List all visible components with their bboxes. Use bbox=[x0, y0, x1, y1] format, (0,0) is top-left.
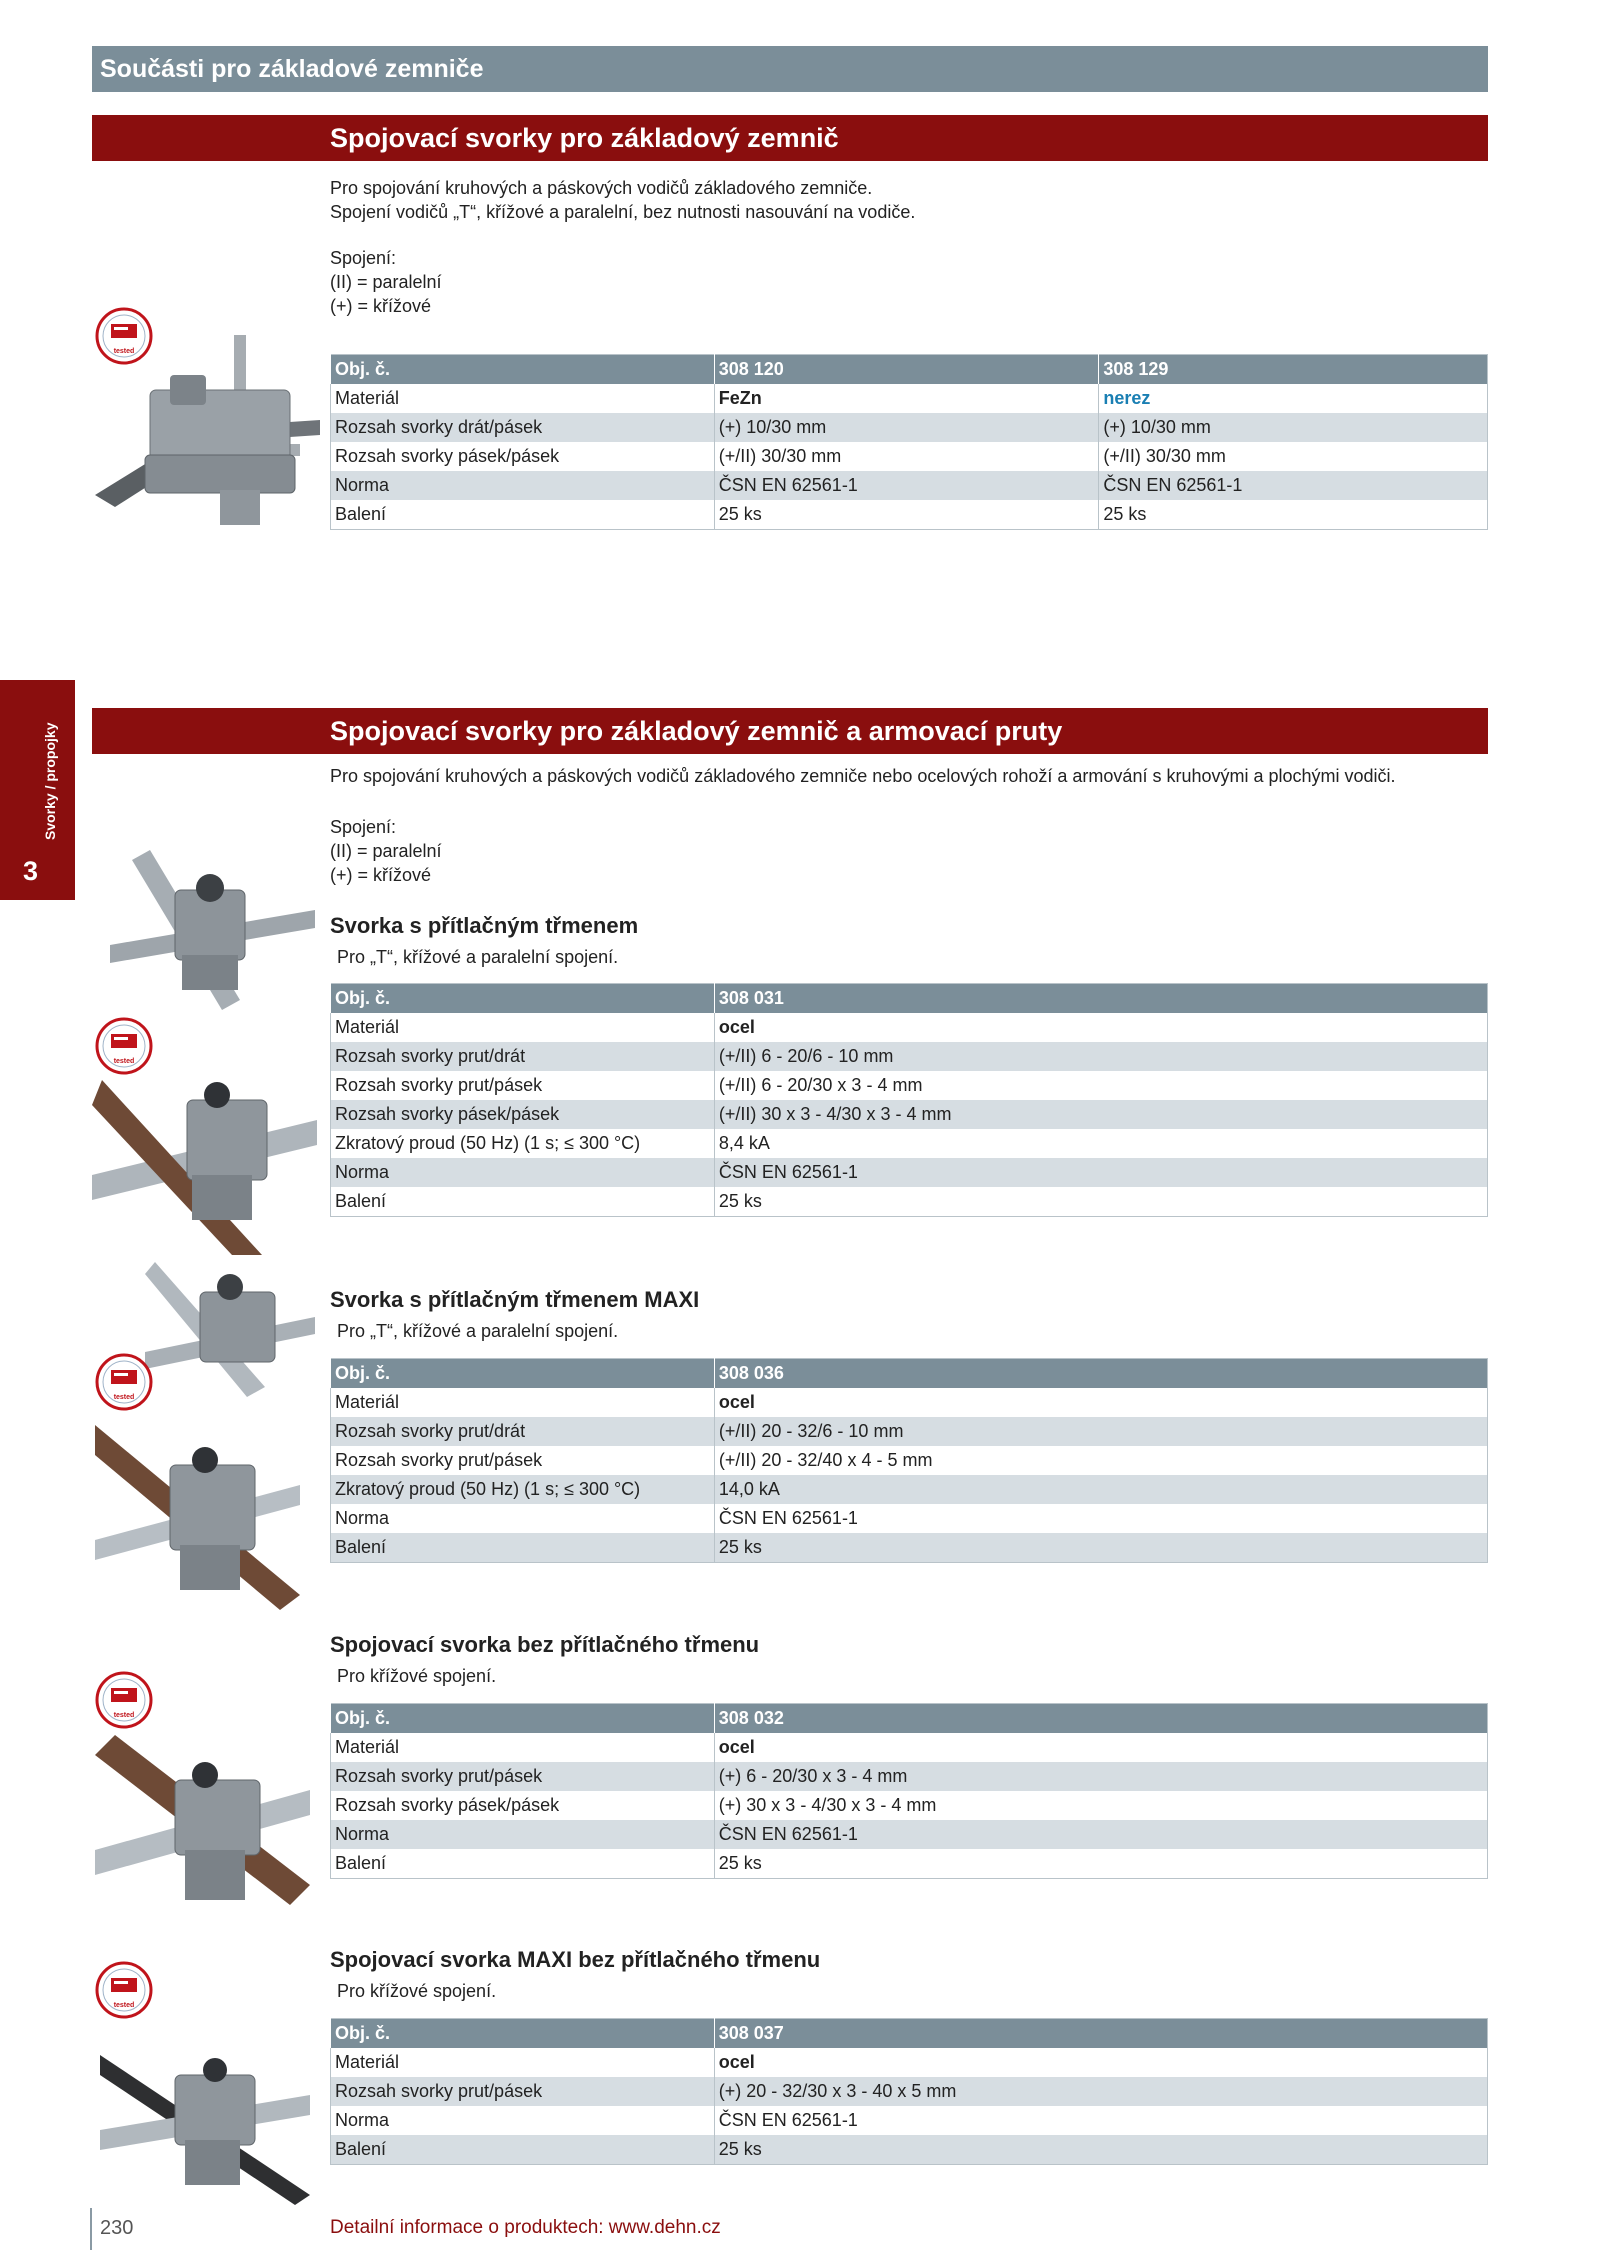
table-cell: ČSN EN 62561-1 bbox=[714, 471, 1099, 500]
table-cell: (+/II) 30/30 mm bbox=[714, 442, 1099, 471]
table-cell: ocel bbox=[714, 1013, 1487, 1042]
table-row bbox=[331, 2048, 1488, 2077]
table-cell: 25 ks bbox=[714, 2135, 1487, 2165]
table-header-cell: 308 129 bbox=[1099, 355, 1488, 385]
clamp-308120-product-image bbox=[90, 325, 320, 540]
product-note: Pro křížové spojení. bbox=[337, 1666, 497, 1686]
table-cell: ČSN EN 62561-1 bbox=[714, 1504, 1487, 1533]
table-cell: Materiál bbox=[331, 1733, 715, 1762]
table-row bbox=[331, 1504, 1488, 1533]
table-row bbox=[331, 471, 1488, 500]
table-cell: Balení bbox=[331, 1849, 715, 1879]
table-cell: (+) 20 - 32/30 x 3 - 40 x 5 mm bbox=[714, 2077, 1487, 2106]
table-cell: ČSN EN 62561-1 bbox=[714, 1820, 1487, 1849]
product-note: Pro křížové spojení. bbox=[337, 1981, 497, 2001]
table-row bbox=[331, 384, 1488, 413]
table-cell: Norma bbox=[331, 471, 715, 500]
table-row bbox=[331, 1129, 1488, 1158]
clamp-308037-product-image bbox=[100, 2035, 310, 2205]
section-description: Pro spojování kruhových a páskových vodičů základového zemniče nebo ocelových rohoží a armování s kruhovými a plochými vodiči. bbox=[330, 766, 1396, 786]
table-header-cell: Obj. č. bbox=[331, 1704, 715, 1734]
table-row bbox=[331, 1475, 1488, 1504]
table-row bbox=[331, 442, 1488, 471]
product-title: Svorka s přítlačným třmenem MAXI bbox=[330, 1287, 700, 1312]
table-row bbox=[331, 1071, 1488, 1100]
tested-badge-icon bbox=[94, 1016, 154, 1076]
product-title: Spojovací svorka bez přítlačného třmenu bbox=[330, 1632, 760, 1657]
table-cell: Rozsah svorky prut/pásek bbox=[331, 2077, 715, 2106]
product-title: Svorka s přítlačným třmenem bbox=[330, 913, 639, 938]
table-cell: (+) 10/30 mm bbox=[714, 413, 1099, 442]
table-cell: ocel bbox=[714, 1388, 1487, 1417]
table-cell: 25 ks bbox=[714, 1849, 1487, 1879]
table-cell: Rozsah svorky pásek/pásek bbox=[331, 1100, 715, 1129]
table-cell: Rozsah svorky prut/pásek bbox=[331, 1446, 715, 1475]
table-row bbox=[331, 1849, 1488, 1879]
table-cell: Rozsah svorky drát/pásek bbox=[331, 413, 715, 442]
page-number: 230 bbox=[100, 2217, 134, 2239]
table-row bbox=[331, 1533, 1488, 1563]
table-row bbox=[331, 2106, 1488, 2135]
table-cell: Norma bbox=[331, 1504, 715, 1533]
tested-badge-icon bbox=[94, 1352, 154, 1412]
product-title: Spojovací svorka MAXI bez přítlačného třmenu bbox=[330, 1947, 821, 1972]
table-cell: ČSN EN 62561-1 bbox=[714, 2106, 1487, 2135]
table-row bbox=[331, 1013, 1488, 1042]
table-cell: (+/II) 6 - 20/30 x 3 - 4 mm bbox=[714, 1071, 1487, 1100]
product-note: Pro „T“, křížové a paralelní spojení. bbox=[337, 1321, 619, 1341]
connection-legend: Spojení: (II) = paralelní (+) = křížové bbox=[330, 248, 442, 316]
table-header-cell: 308 120 bbox=[714, 355, 1099, 385]
table-row bbox=[331, 2135, 1488, 2165]
section-title-bar: Spojovací svorky pro základový zemnič a armovací pruty bbox=[92, 708, 1488, 754]
table-cell: (+) 6 - 20/30 x 3 - 4 mm bbox=[714, 1762, 1487, 1791]
table-cell: 25 ks bbox=[714, 500, 1099, 530]
table-row bbox=[331, 1187, 1488, 1217]
table-cell: Balení bbox=[331, 2135, 715, 2165]
table-cell: (+) 30 x 3 - 4/30 x 3 - 4 mm bbox=[714, 1791, 1487, 1820]
spec-table-308037 bbox=[330, 2018, 1488, 2165]
table-header-row bbox=[331, 984, 1488, 1014]
table-cell: (+/II) 6 - 20/6 - 10 mm bbox=[714, 1042, 1487, 1071]
table-cell: 8,4 kA bbox=[714, 1129, 1487, 1158]
table-cell: Rozsah svorky prut/pásek bbox=[331, 1762, 715, 1791]
spec-table-308032 bbox=[330, 1703, 1488, 1879]
table-cell: Rozsah svorky pásek/pásek bbox=[331, 442, 715, 471]
table-row bbox=[331, 1417, 1488, 1446]
svg-text:tested: tested bbox=[113, 1058, 135, 1065]
table-header-cell: Obj. č. bbox=[331, 2019, 715, 2049]
table-cell: 25 ks bbox=[1099, 500, 1488, 530]
table-cell: ČSN EN 62561-1 bbox=[1099, 471, 1488, 500]
chapter-label: Svorky / propojky bbox=[42, 722, 58, 840]
table-cell: Rozsah svorky prut/pásek bbox=[331, 1071, 715, 1100]
table-cell: Norma bbox=[331, 1820, 715, 1849]
table-header-cell: 308 032 bbox=[714, 1704, 1487, 1734]
svg-text:tested: tested bbox=[113, 2002, 135, 2009]
table-row bbox=[331, 1158, 1488, 1187]
table-row bbox=[331, 1820, 1488, 1849]
table-cell: Materiál bbox=[331, 384, 715, 413]
table-header-cell: Obj. č. bbox=[331, 1359, 715, 1389]
table-cell: (+/II) 20 - 32/40 x 4 - 5 mm bbox=[714, 1446, 1487, 1475]
table-row bbox=[331, 1762, 1488, 1791]
table-cell: Norma bbox=[331, 1158, 715, 1187]
svg-text:tested: tested bbox=[113, 348, 135, 355]
table-cell: Zkratový proud (50 Hz) (1 s; ≤ 300 °C) bbox=[331, 1129, 715, 1158]
table-cell: Balení bbox=[331, 1533, 715, 1563]
table-cell: FeZn bbox=[714, 384, 1099, 413]
table-cell: ocel bbox=[714, 1733, 1487, 1762]
table-cell: 25 ks bbox=[714, 1187, 1487, 1217]
section-description: Pro spojování kruhových a páskových vodičů základového zemniče. Spojení vodičů „T“, křížové a paralelní, bez nutnosti nasouvání na vodiče. bbox=[330, 178, 916, 222]
table-cell: ČSN EN 62561-1 bbox=[714, 1158, 1487, 1187]
table-cell: Materiál bbox=[331, 2048, 715, 2077]
clamp-308031-rebar-product-image bbox=[92, 1080, 317, 1255]
table-cell: 14,0 kA bbox=[714, 1475, 1487, 1504]
page-category-banner: Součásti pro základové zemniče bbox=[92, 46, 1488, 92]
spec-table-308120-308129 bbox=[330, 354, 1488, 530]
table-cell: Rozsah svorky prut/drát bbox=[331, 1417, 715, 1446]
table-cell: ocel bbox=[714, 2048, 1487, 2077]
clamp-308031-product-image bbox=[110, 850, 315, 1020]
table-row bbox=[331, 1733, 1488, 1762]
table-header-cell: Obj. č. bbox=[331, 984, 715, 1014]
table-row bbox=[331, 1100, 1488, 1129]
table-row bbox=[331, 500, 1488, 530]
table-header-row bbox=[331, 1704, 1488, 1734]
clamp-308032-product-image bbox=[95, 1735, 310, 1915]
table-row bbox=[331, 1446, 1488, 1475]
table-header-cell: 308 031 bbox=[714, 984, 1487, 1014]
table-cell: (+/II) 20 - 32/6 - 10 mm bbox=[714, 1417, 1487, 1446]
table-cell: Materiál bbox=[331, 1013, 715, 1042]
table-header-row bbox=[331, 1359, 1488, 1389]
spec-table-308036 bbox=[330, 1358, 1488, 1563]
footer-link-text[interactable]: Detailní informace o produktech: www.dehn.cz bbox=[330, 2217, 721, 2238]
table-cell: 25 ks bbox=[714, 1533, 1487, 1563]
table-row bbox=[331, 413, 1488, 442]
table-header-cell: 308 037 bbox=[714, 2019, 1487, 2049]
tested-badge-icon bbox=[94, 1960, 154, 2020]
table-header-cell: Obj. č. bbox=[331, 355, 715, 385]
svg-text:tested: tested bbox=[113, 1712, 135, 1719]
table-cell: Materiál bbox=[331, 1388, 715, 1417]
table-header-cell: 308 036 bbox=[714, 1359, 1487, 1389]
table-cell: Balení bbox=[331, 500, 715, 530]
connection-legend: Spojení: (II) = paralelní (+) = křížové bbox=[330, 817, 442, 885]
table-row bbox=[331, 1388, 1488, 1417]
table-cell: (+) 10/30 mm bbox=[1099, 413, 1488, 442]
table-header-row bbox=[331, 355, 1488, 385]
table-cell: Rozsah svorky pásek/pásek bbox=[331, 1791, 715, 1820]
svg-text:tested: tested bbox=[113, 1394, 135, 1401]
clamp-308036-product-image bbox=[145, 1262, 315, 1397]
table-cell: Norma bbox=[331, 2106, 715, 2135]
table-cell: Balení bbox=[331, 1187, 715, 1217]
footer-divider bbox=[90, 2208, 92, 2250]
table-row bbox=[331, 1791, 1488, 1820]
chapter-number: 3 bbox=[23, 856, 39, 886]
table-cell: (+/II) 30/30 mm bbox=[1099, 442, 1488, 471]
section-title-bar: Spojovací svorky pro základový zemnič bbox=[92, 115, 1488, 161]
table-cell: Rozsah svorky prut/drát bbox=[331, 1042, 715, 1071]
spec-table-308031 bbox=[330, 983, 1488, 1217]
table-row bbox=[331, 2077, 1488, 2106]
table-cell: nerez bbox=[1099, 384, 1488, 413]
table-header-row bbox=[331, 2019, 1488, 2049]
clamp-308036-rebar-product-image bbox=[95, 1425, 300, 1610]
table-cell: (+/II) 30 x 3 - 4/30 x 3 - 4 mm bbox=[714, 1100, 1487, 1129]
table-cell: Zkratový proud (50 Hz) (1 s; ≤ 300 °C) bbox=[331, 1475, 715, 1504]
tested-badge-icon bbox=[94, 1670, 154, 1730]
table-row bbox=[331, 1042, 1488, 1071]
product-note: Pro „T“, křížové a paralelní spojení. bbox=[337, 947, 619, 967]
chapter-side-tab bbox=[0, 680, 75, 900]
